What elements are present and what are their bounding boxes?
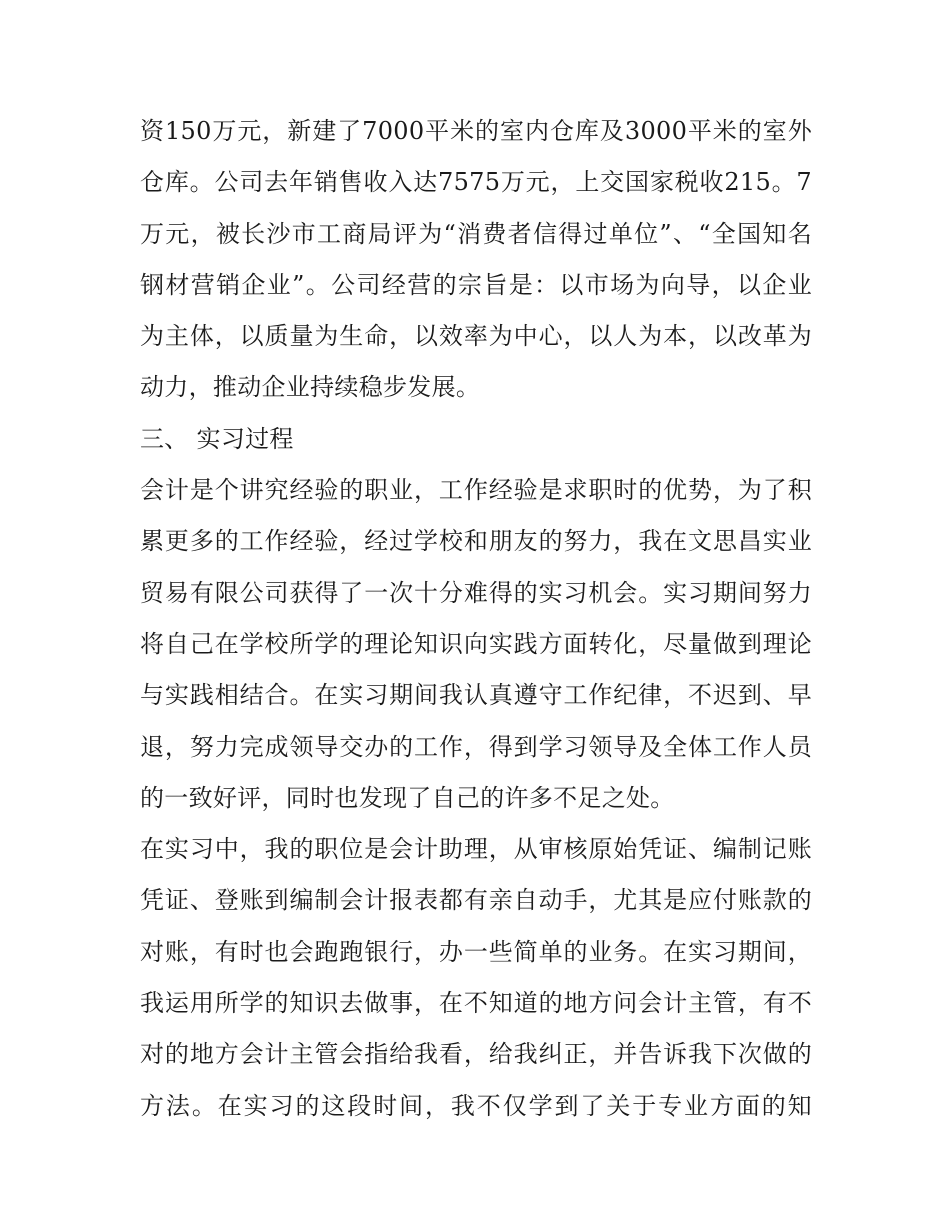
text-line: 我运用所学的知识去做事，在不知道的地方问会计主管，有不 — [140, 989, 812, 1018]
text-line: 在实习中，我的职位是会计助理，从审核原始凭证、编制记账 — [140, 835, 812, 864]
section-heading: 三、 实习过程 — [140, 424, 294, 453]
text-line: 仓库。公司去年销售收入达7575万元，上交国家税收215。7 — [140, 168, 812, 197]
text-line: 与实践相结合。在实习期间我认真遵守工作纪律，不迟到、早 — [140, 681, 812, 710]
text-line: 退，努力完成领导交办的工作，得到学习领导及全体工作人员 — [140, 732, 812, 761]
text-line: 动力，推动企业持续稳步发展。 — [140, 373, 481, 402]
body-text — [140, 106, 812, 1132]
text-line: 的一致好评，同时也发现了自己的许多不足之处。 — [140, 783, 675, 812]
text-line: 凭证、登账到编制会计报表都有亲自动手，尤其是应付账款的 — [140, 886, 812, 915]
text-line: 会计是个讲究经验的职业，工作经验是求职时的优势，为了积 — [140, 476, 812, 505]
text-line: 将自己在学校所学的理论知识向实践方面转化，尽量做到理论 — [140, 629, 812, 658]
text-line: 方法。在实习的这段时间，我不仅学到了关于专业方面的知 — [140, 1091, 812, 1120]
text-line: 钢材营销企业”。公司经营的宗旨是：以市场为向导，以企业 — [140, 270, 812, 299]
text-line: 万元，被长沙市工商局评为“消费者信得过单位”、“全国知名 — [140, 219, 812, 248]
text-line: 对的地方会计主管会指给我看，给我纠正，并告诉我下次做的 — [140, 1040, 812, 1069]
text-line: 贸易有限公司获得了一次十分难得的实习机会。实习期间努力 — [140, 578, 812, 607]
text-line: 累更多的工作经验，经过学校和朋友的努力，我在文思昌实业 — [140, 527, 812, 556]
text-line: 为主体，以质量为生命，以效率为中心，以人为本，以改革为 — [140, 322, 812, 351]
text-line: 对账，有时也会跑跑银行，办一些简单的业务。在实习期间， — [140, 937, 812, 966]
text-line: 资150万元，新建了7000平米的室内仓库及3000平米的室外 — [140, 117, 812, 145]
